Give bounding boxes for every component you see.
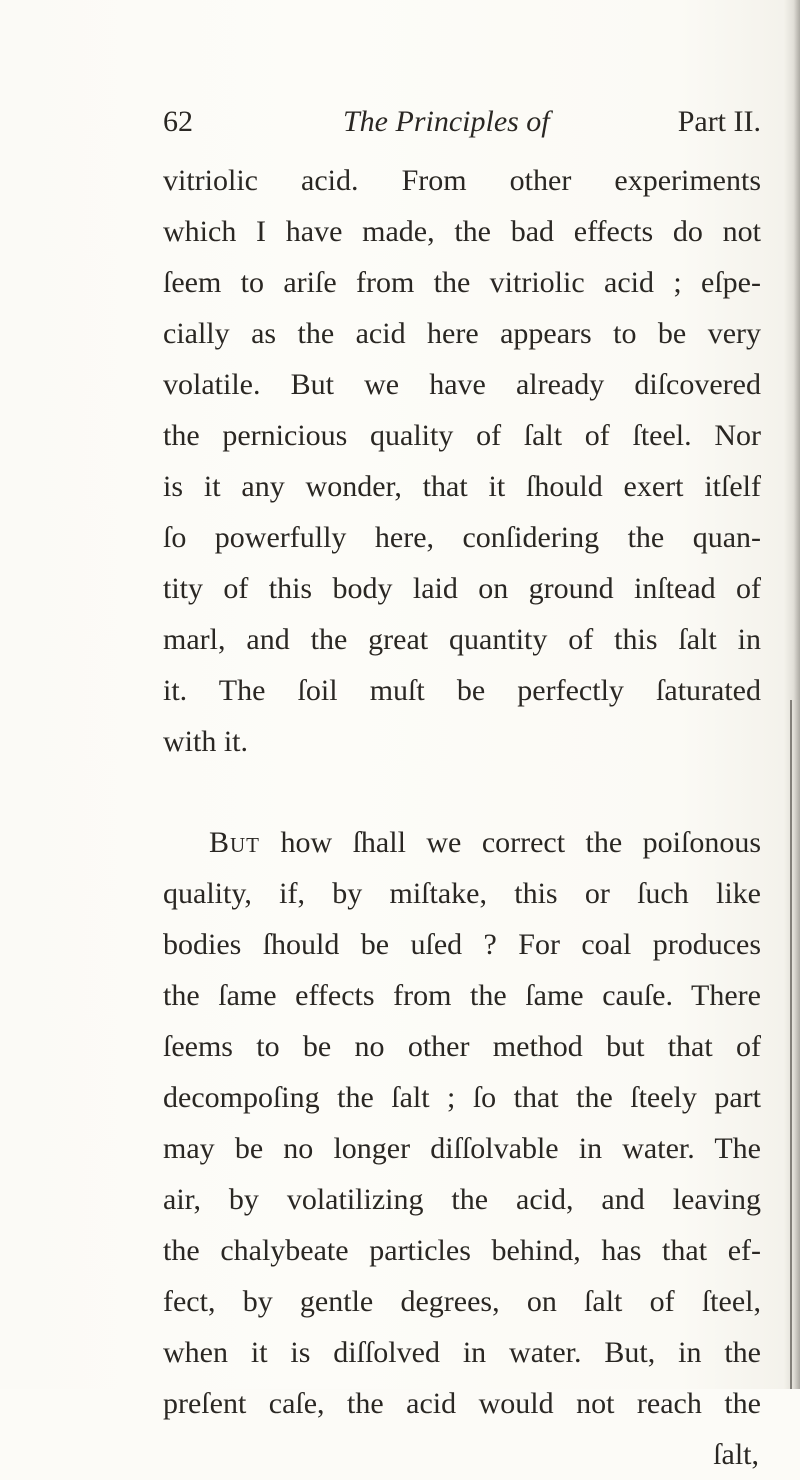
- running-header: [163, 100, 761, 144]
- text-line: ſeem to ariſe from the vitriolic acid ; eſpe-: [163, 266, 761, 299]
- text-line: vitriolic acid. From other experiments: [163, 164, 761, 197]
- text-line: cially as the acid here appears to be very: [163, 317, 761, 350]
- part-label: Part II.: [677, 105, 761, 138]
- binding-edge-line: [790, 700, 792, 1389]
- text-line-first: [163, 817, 761, 868]
- text-line: fect, by gentle degrees, on ſalt of ſteel,: [163, 1285, 761, 1318]
- text-line: with it.: [163, 725, 249, 758]
- text-line: when it is diſſolved in water. But, in the: [163, 1336, 761, 1369]
- text-line: the pernicious quality of ſalt of ſteel. Nor: [163, 419, 761, 452]
- text-line: which I have made, the bad effects do not: [163, 215, 761, 248]
- text-line: decompoſing the ſalt ; ſo that the ſteely part: [163, 1081, 761, 1114]
- text-line: the ſame effects from the ſame cauſe. There: [163, 979, 761, 1012]
- paragraph-1: [163, 155, 761, 767]
- drop-word: But: [209, 826, 261, 859]
- text-line: ſeems to be no other method but that of: [163, 1030, 761, 1063]
- text-line: quality, if, by miſtake, this or ſuch like: [163, 877, 761, 910]
- text-line: volatile. But we have already diſcovered: [163, 368, 761, 401]
- text-line: tity of this body laid on ground inſtead of: [163, 572, 761, 605]
- catchword: ſalt,: [713, 1438, 759, 1471]
- running-title: The Principles of: [343, 105, 550, 138]
- body-text: [163, 155, 761, 1480]
- page-number: 62: [163, 105, 193, 138]
- text-line: preſent caſe, the acid would not reach the: [163, 1387, 761, 1420]
- text-line: marl, and the great quantity of this ſalt in: [163, 623, 761, 656]
- text-line: it. The ſoil muſt be perfectly ſaturated: [163, 674, 761, 707]
- text-line: may be no longer diſſolvable in water. The: [163, 1132, 761, 1165]
- text-line: bodies ſhould be uſed ? For coal produces: [163, 928, 761, 961]
- first-line-rest: how ſhall we correct the poiſonous: [260, 826, 761, 859]
- text-line: air, by volatilizing the acid, and leaving: [163, 1183, 761, 1216]
- text-line: ſo powerfully here, conſidering the quan-: [163, 521, 761, 554]
- paragraph-gap: [163, 767, 761, 817]
- paragraph-2: [163, 817, 761, 1429]
- page-edge-shadow: [784, 0, 800, 1389]
- text-line: is it any wonder, that it ſhould exert itſelf: [163, 470, 761, 503]
- text-line: the chalybeate particles behind, has that ef-: [163, 1234, 761, 1267]
